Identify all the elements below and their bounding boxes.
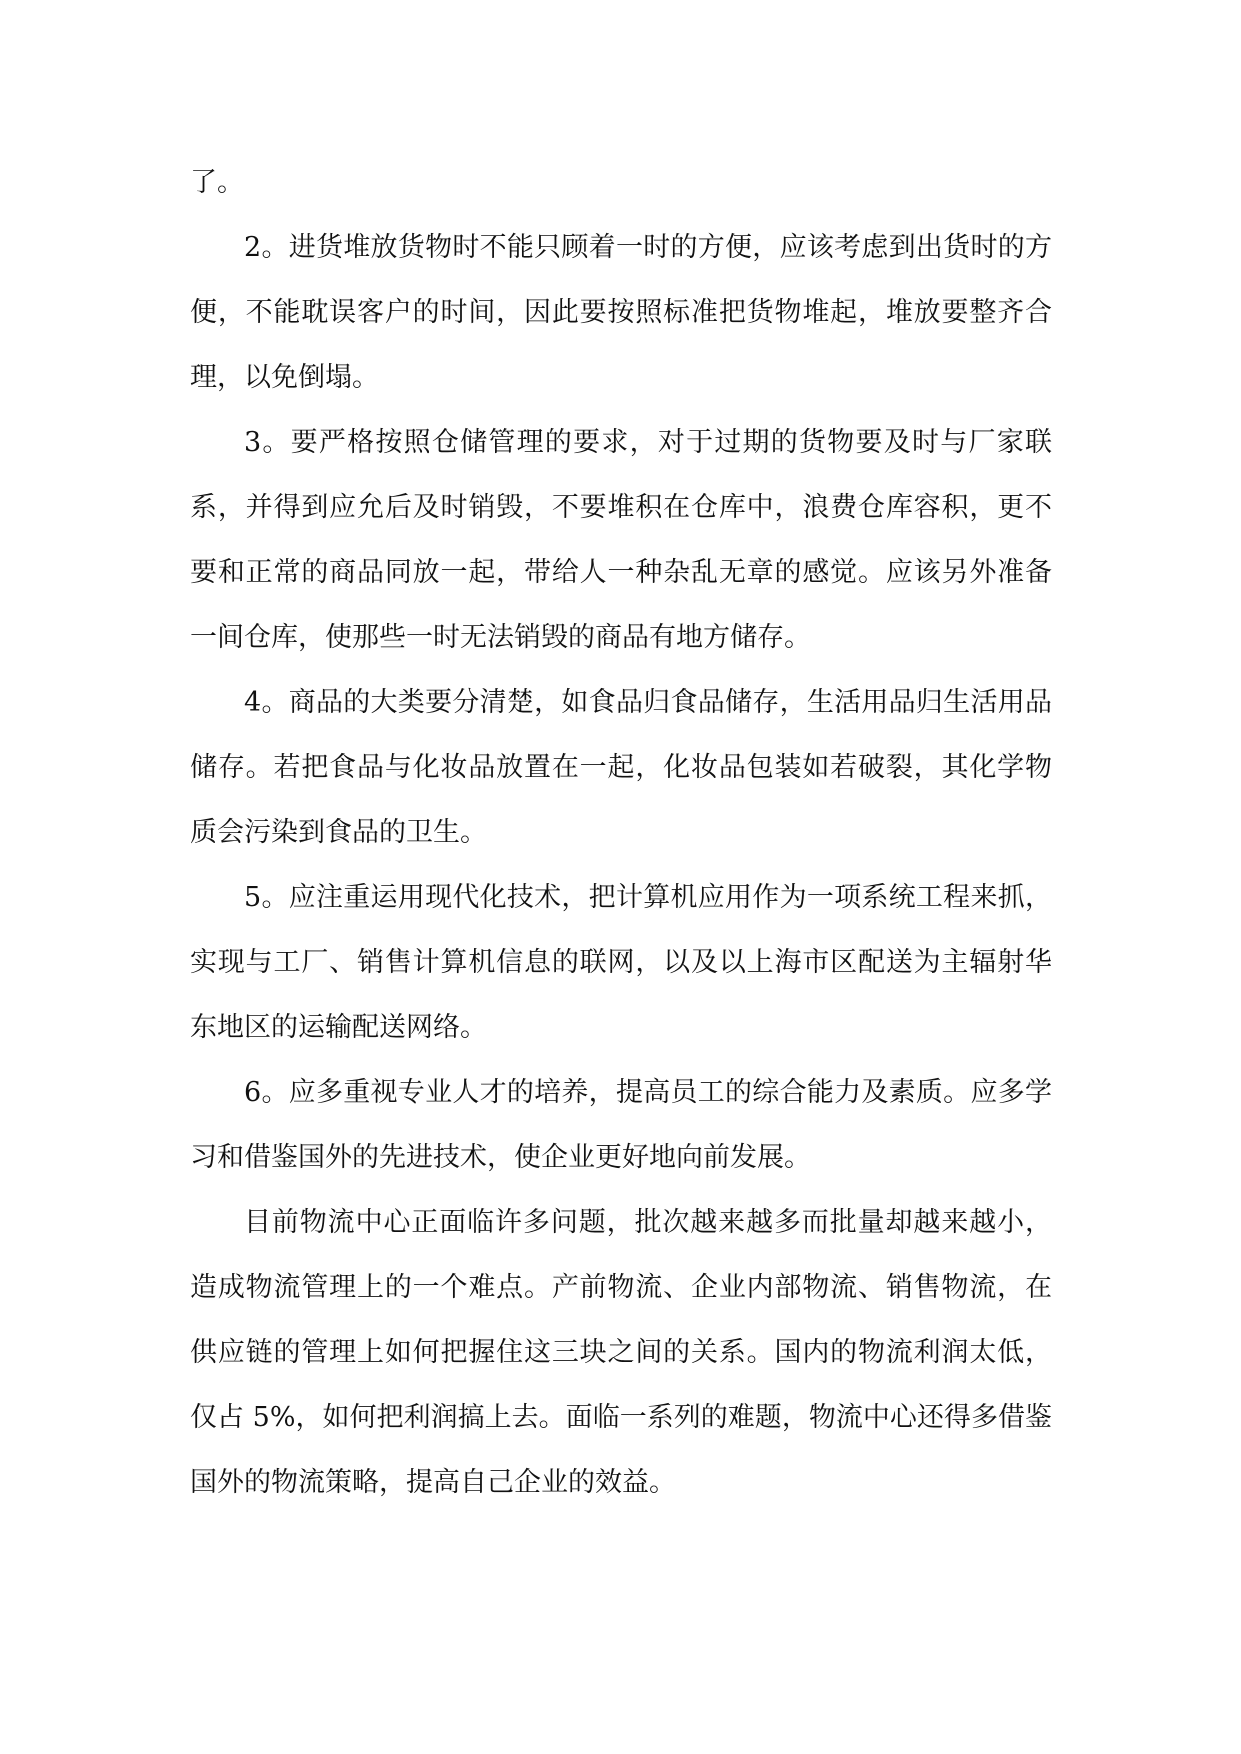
paragraph-item-3: 3。要严格按照仓储管理的要求，对于过期的货物要及时与厂家联系，并得到应允后及时销毁，不要堆积在仓库中，浪费仓库容积，更不要和正常的商品同放一起，带给人一种杂乱无章的感觉。应该另外准备一间仓库，使那些一时无法销毁的商品有地方储存。 — [190, 427, 1052, 653]
paragraph-summary: 目前物流中心正面临许多问题，批次越来越多而批量却越来越小，造成物流管理上的一个难点。产前物流、企业内部物流、销售物流，在供应链的管理上如何把握住这三块之间的关系。国内的物流利润太低，仅占 5%，如何把利润搞上去。面临一系列的难题，物流中心还得多借鉴国外的物流策略，提高自己企业的效益。 — [190, 1207, 1052, 1498]
paragraph-item-4: 4。商品的大类要分清楚，如食品归食品储存，生活用品归生活用品储存。若把食品与化妆品放置在一起，化妆品包装如若破裂，其化学物质会污染到食品的卫生。 — [190, 687, 1052, 848]
paragraph-item-6: 6。应多重视专业人才的培养，提高员工的综合能力及素质。应多学习和借鉴国外的先进技术，使企业更好地向前发展。 — [190, 1077, 1052, 1173]
paragraph-item-2: 2。进货堆放货物时不能只顾着一时的方便，应该考虑到出货时的方便，不能耽误客户的时间，因此要按照标准把货物堆起，堆放要整齐合理，以免倒塌。 — [190, 232, 1052, 393]
paragraph-continuation: 了。 — [190, 167, 244, 198]
paragraph-item-5: 5。应注重运用现代化技术，把计算机应用作为一项系统工程来抓，实现与工厂、销售计算机信息的联网，以及以上海市区配送为主辐射华东地区的运输配送网络。 — [190, 882, 1052, 1043]
document-body — [190, 150, 1052, 1515]
